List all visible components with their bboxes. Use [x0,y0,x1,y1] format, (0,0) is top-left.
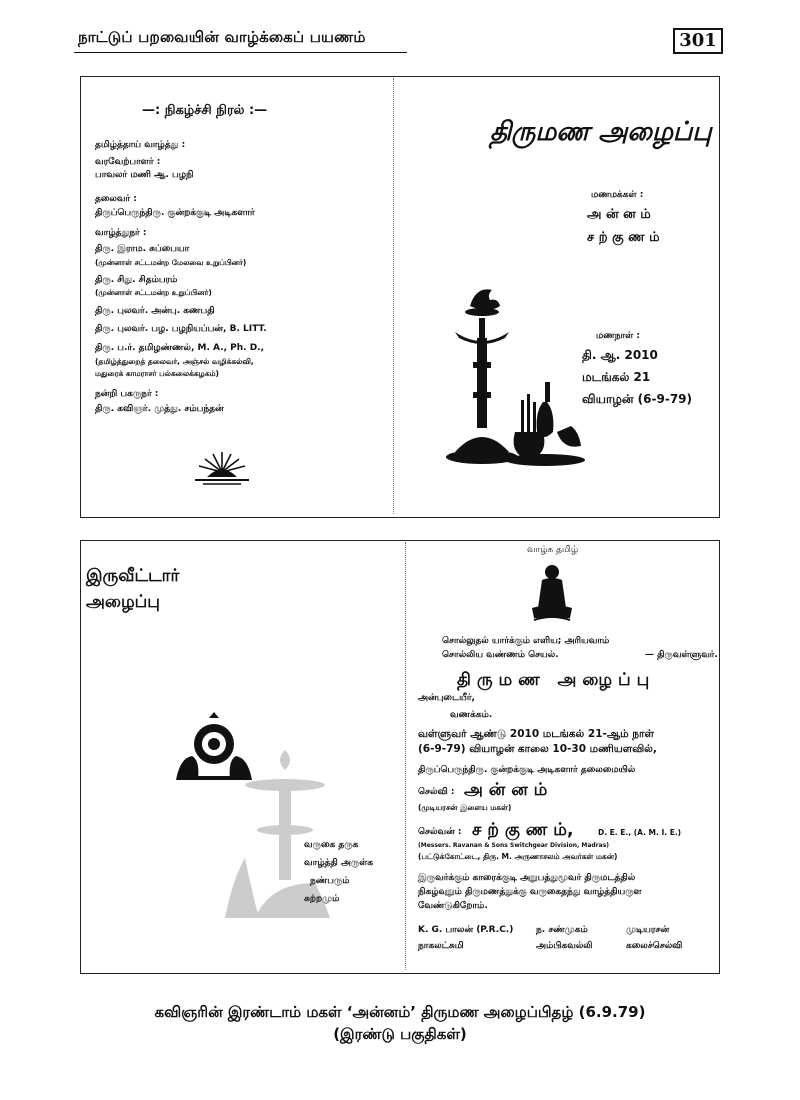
kural-line1: சொல்லுதல் யார்க்கும் எளிய; அரியவாம் [442,636,610,646]
page-number: 301 [673,28,723,54]
family-invite-line2: அழைப்பு [86,592,160,612]
invitation-title: தி ரு ம ண அ ழை ப் பு [457,670,650,690]
groom-name: ச ற் கு ண ம், [472,820,574,840]
programme-note: மதுரைக் காமராசர் பல்கலைக்கழகம்) [95,369,219,378]
family-invite-line1: இருவீட்டார் [86,566,180,586]
programme-label: வாழ்த்துநர் : [95,228,147,238]
programme-name: திருப்பெருந்திரு. குன்றக்குடி அடிகளார் [95,208,255,218]
programme-title: —: நிகழ்ச்சி நிரல் :— [142,103,268,118]
faint-lamp-illustration [215,740,345,920]
closing-line2: நிகழ்வுறும் திருமணத்துக்கு வருகைதந்து வாழ்த்தியருள [418,887,642,897]
cover-title: திருமண அழைப்பு [490,117,712,147]
body-line1: வள்ளுவர் ஆண்டு 2010 மடங்கல் 21-ஆம் நாள் [418,728,654,740]
body-line2: (6-9-79) வியாழன் காலை 10-30 மணியளவில், [418,743,657,755]
figure-caption-sub: (இரண்டு பகுதிகள்) [333,1025,467,1043]
programme-label: தலைவர் : [95,194,137,204]
programme-note: (முன்னாள் சட்டமன்ற உறுப்பினர்) [95,288,212,297]
cover-weekday: வியாழன் (6-9-79) [582,392,693,406]
signatory: கலைச்செல்வி [626,941,683,951]
presided-by: திருப்பெருந்திரு. குன்றக்குடி அடிகளார் தலைமையில் [418,765,636,775]
programme-name: பாவலர் மணி ஆ. பழநி [95,170,194,180]
fold-line [405,542,406,970]
programme-note: (தமிழ்த்துறைத் தலைவர், அஞ்சல் வழிக்கல்வி, [95,357,254,366]
bride-note: (முடியரசன் இளைய மகள்) [418,803,512,812]
salutation: அன்புடையீர், [418,693,475,703]
signatory: நாகலட்சுமி [418,941,464,951]
cover-month: மடங்கல் 21 [582,370,651,384]
groom-workplace: (Messers. Ravanan & Sons Switchgear Division, Madras) [418,842,610,849]
lamp-and-vessels-illustration [435,282,585,477]
greeting: வணக்கம். [450,710,493,720]
bride-prefix: செல்வி : [418,787,455,797]
welcome-line2: வாழ்த்தி அருள்க [304,858,374,868]
running-title: நாட்டுப் பறவையின் வாழ்க்கைப் பயணம் [78,28,366,46]
programme-name: திரு. சிது. சிதம்பரம் [95,275,178,285]
date-label: மணநாள் : [596,331,641,341]
programme-name: திரு. புலவர். பழ. பழநியப்பன், B. LITT. [95,324,267,334]
signatory: ந. சண்முகம் [536,925,588,935]
header-rule [74,52,407,53]
bride-name: அ ன் ன ம் [464,780,548,800]
groom-qualifications: D. E. E., (A. M. I. E.) [598,828,682,837]
welcome-line1: வருகை தருக [304,840,359,850]
signatory: K. G. பாலன் (P.R.C.) [418,925,514,935]
kural-line2: சொல்லிய வண்ணம் செயல். [442,650,559,660]
programme-label: வரவேற்பாளர் : [95,157,161,167]
vazhga-tamil: வாழ்க தமிழ் [527,545,579,555]
programme-label: நன்றி பகருநர் : [95,389,159,399]
groom-prefix: செல்வன் : [418,827,462,837]
thiruvalluvar-figure [530,562,574,624]
closing-line3: வேண்டுகிறோம். [418,901,488,911]
signatory: அம்பிகவல்லி [536,941,593,951]
programme-note: (முன்னாள் சட்டமன்ற மேலவை உறுப்பினர்) [95,258,247,267]
welcome-line3: நண்பரும் [310,876,350,886]
programme-name: திரு. கவிஞர். முத்து. சம்பந்தன் [95,404,224,414]
programme-name: திரு. இராம. சுப்பையா [95,244,190,254]
kural-source: — திருவள்ளுவர். [645,650,718,660]
cover-groom: ச ற் கு ண ம் [587,230,660,245]
signatory: முடியரசன் [626,925,670,935]
cover-year: தி. ஆ. 2010 [582,348,658,362]
rising-sun-emblem [193,450,251,486]
couple-label: மணமக்கள் : [591,190,644,200]
programme-label: தமிழ்த்தாய் வாழ்த்து : [95,140,186,150]
welcome-line4: சுற்றமும் [304,894,340,904]
cover-bride: அ ன் ன ம் [587,207,651,222]
groom-parent: (பட்டுக்கோட்டை, திரு. M. அருணாசலம் அவர்கள் மகன்) [418,852,618,861]
fold-line [393,78,394,514]
figure-caption: கவிஞரின் இரண்டாம் மகள் ‘அன்னம்’ திருமண அழைப்பிதழ் (6.9.79) [154,1003,646,1021]
closing-line1: இருவர்க்கும் காரைக்குடி அறுபத்துமூவர் திருமடத்தில் [418,873,636,883]
programme-name: திரு. ப.ர். தமிழண்ணல், M. A., Ph. D., [95,343,265,353]
programme-name: திரு. புலவர். அன்பு. கணபதி [95,306,215,316]
